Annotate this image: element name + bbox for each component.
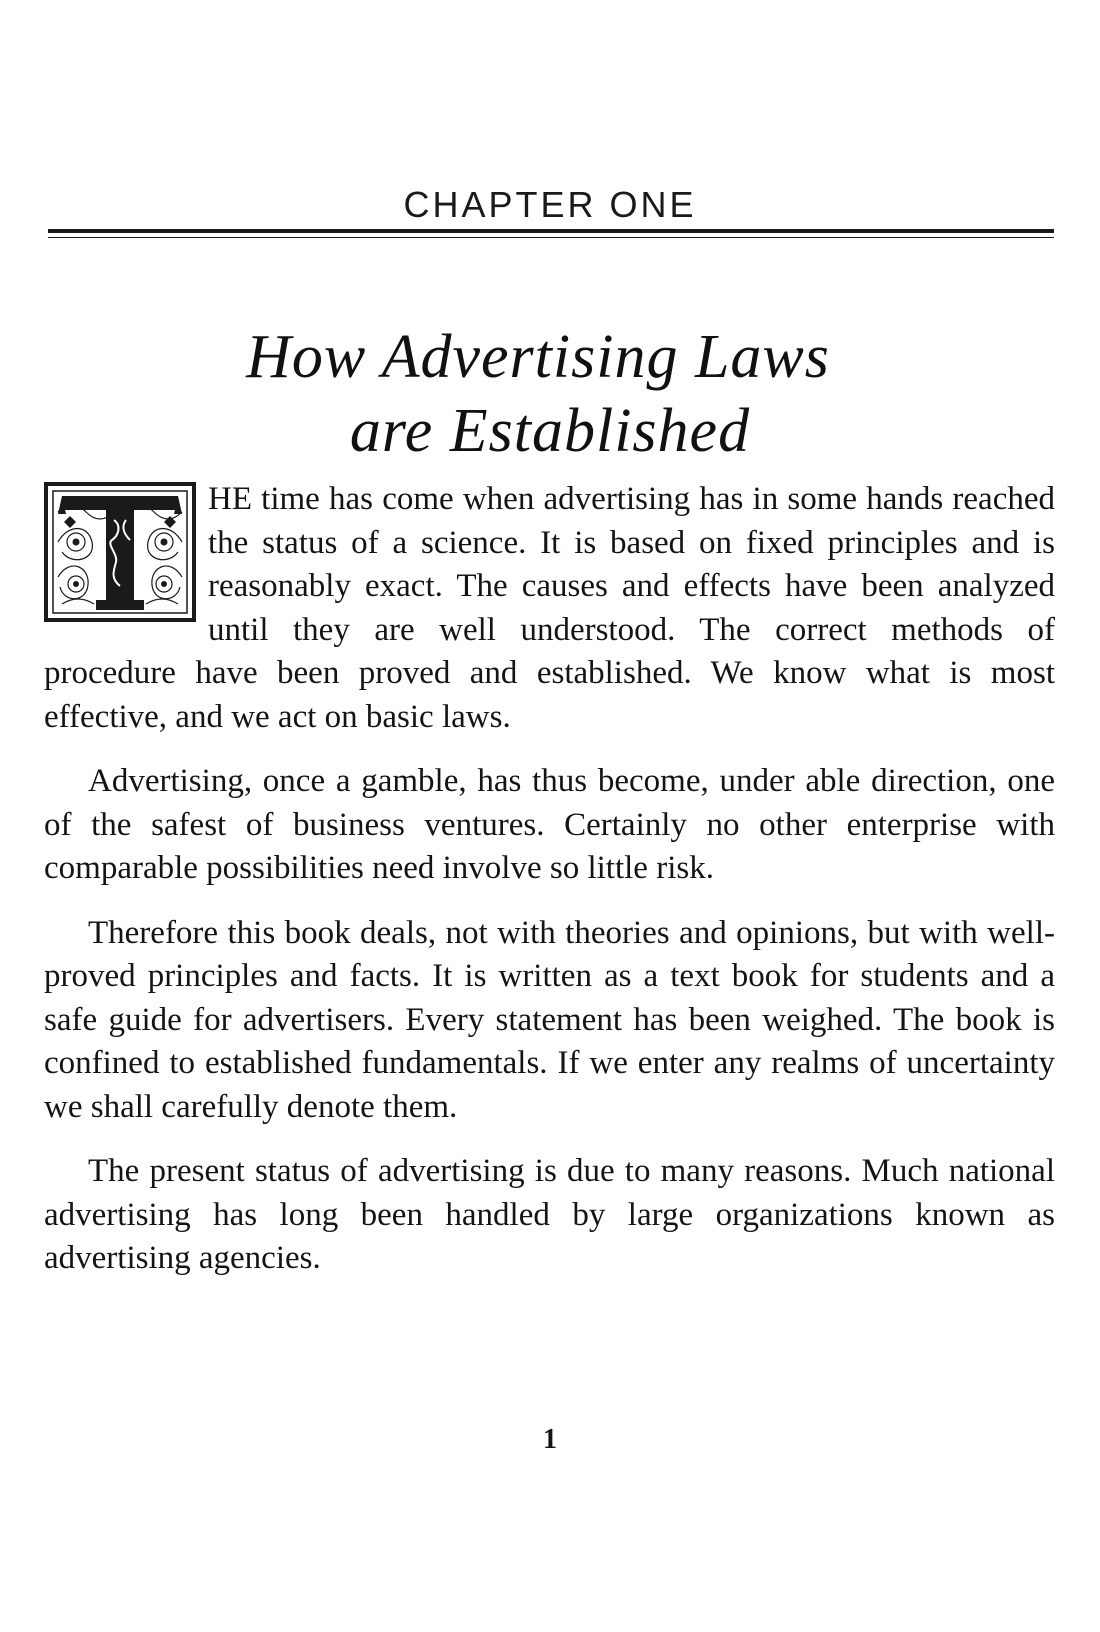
chapter-title-line-2: are Established bbox=[349, 397, 751, 465]
chapter-title-line-1: How Advertising Laws bbox=[246, 323, 830, 391]
ornamental-initial-icon bbox=[44, 482, 196, 622]
paragraph-4: The present status of advertising is due to many reasons. Much national advertising has long been handled by large organizations known as advertising agencies. bbox=[44, 1153, 1055, 1276]
paragraph-1 bbox=[44, 478, 1055, 739]
paragraph-2: Advertising, once a gamble, has thus become, under able direction, one of the safest of business ventures. Certainly no other enterprise with comparable possibilities need involve so little risk. bbox=[44, 763, 1055, 886]
page-number: 1 bbox=[543, 1424, 557, 1455]
heading-rule-thick bbox=[48, 229, 1054, 233]
heading-rule-thin bbox=[48, 237, 1054, 238]
chapter-heading: CHAPTER ONE bbox=[403, 184, 697, 225]
paragraph-1-text: HE time has come when advertising has in some hands reached the status of a science. It is based on fixed principles and is reasonably exact. The causes and effects have been analyzed until they are well understood. The correct methods of procedure have been proved and established. We know what is most effective, and we act on basic laws. bbox=[44, 481, 1055, 735]
body-text bbox=[44, 478, 1055, 1302]
paragraph-3: Therefore this book deals, not with theories and opinions, but with well-proved principles and facts. It is written as a text book for students and a safe guide for advertisers. Every statement has been weighed. The book is confined to established fundamentals. If we enter any realms of uncertainty we shall carefully denote them. bbox=[44, 914, 1055, 1125]
